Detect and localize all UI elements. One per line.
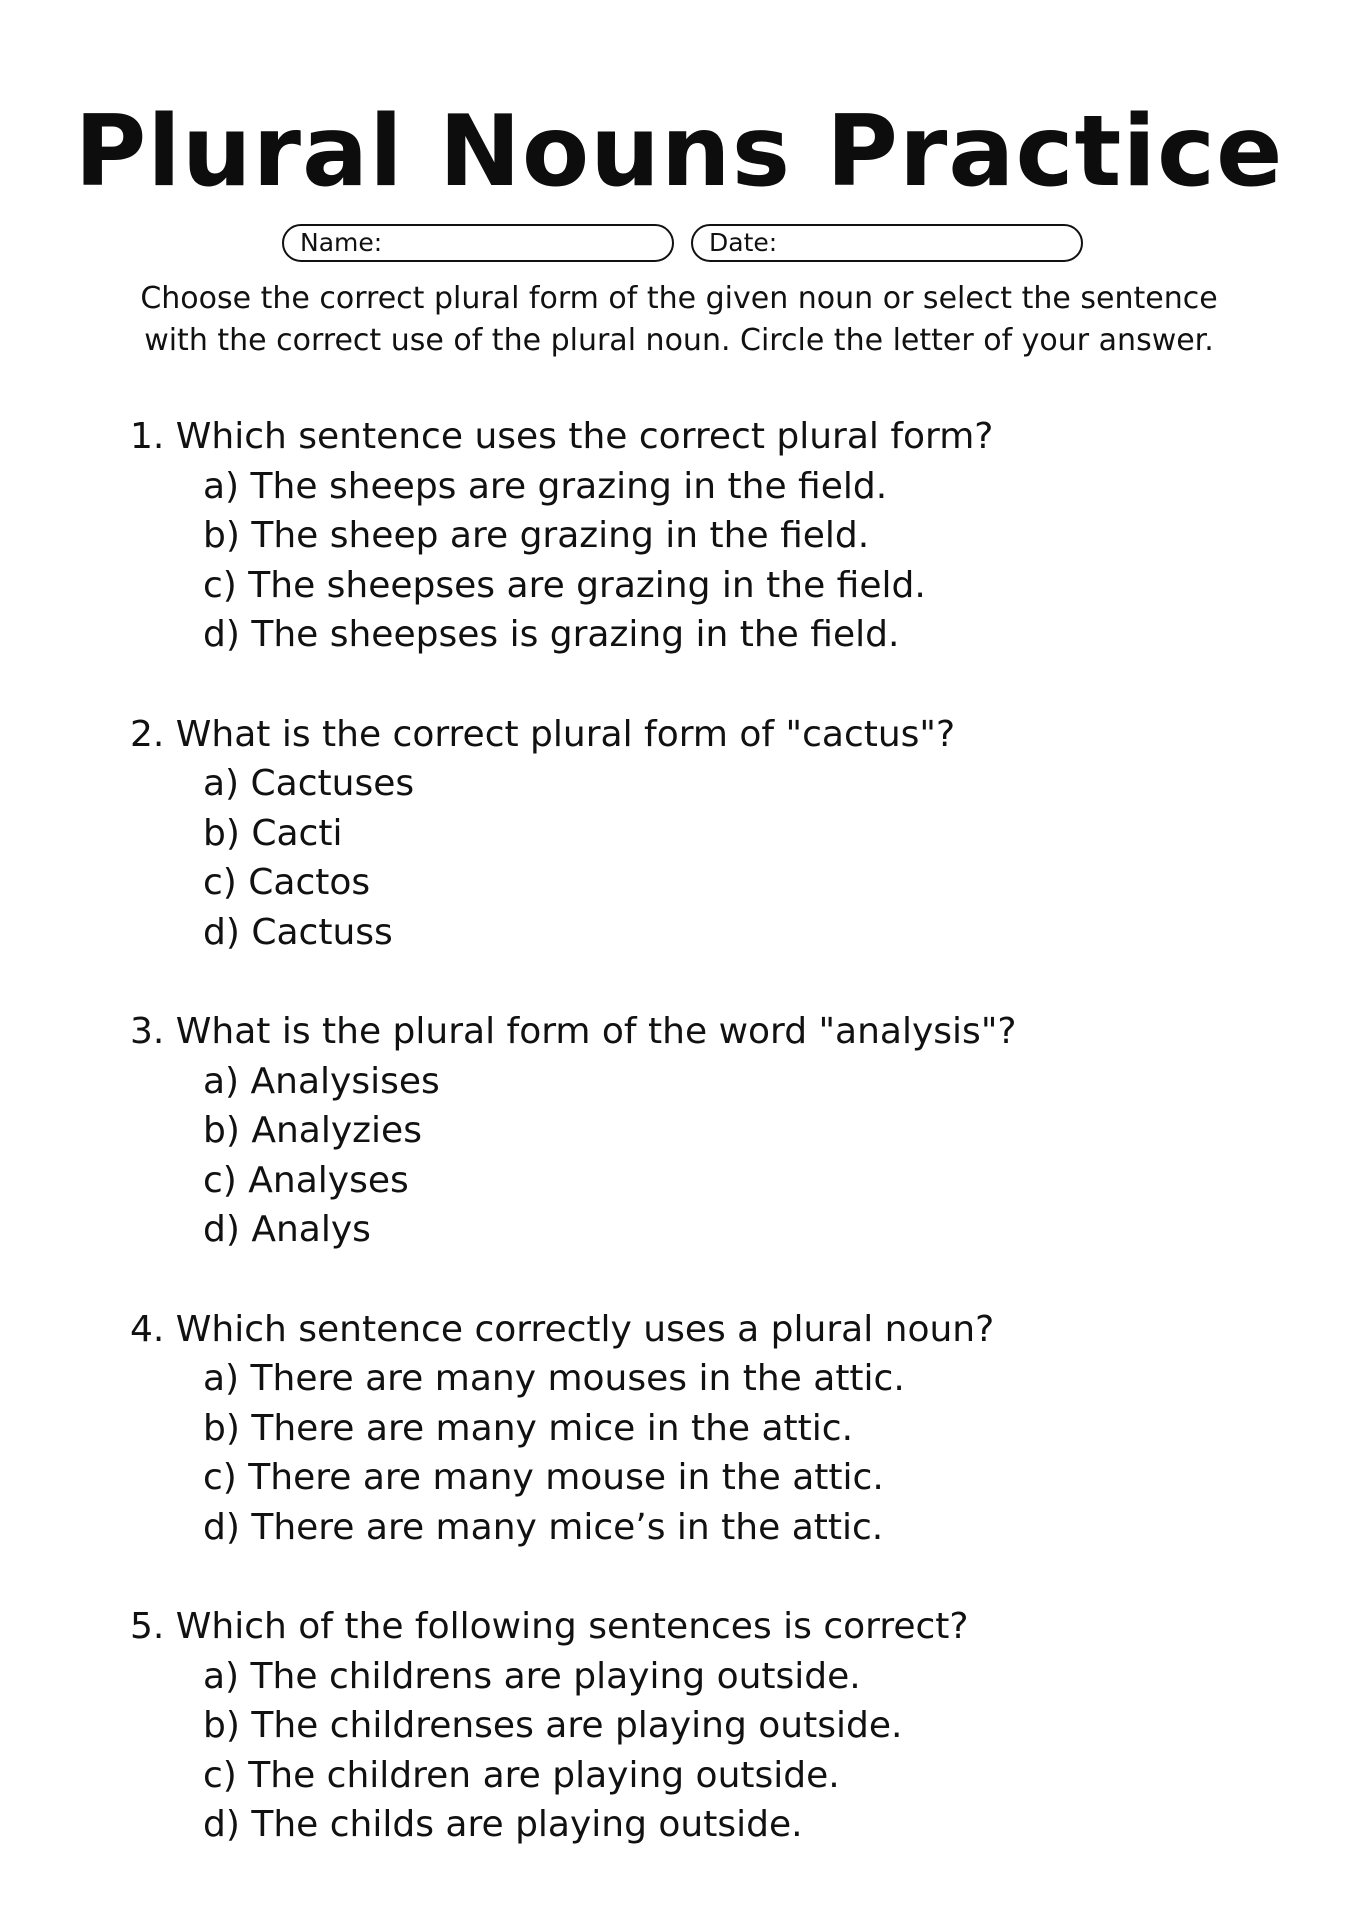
- answer-option[interactable]: d) Analys: [203, 1209, 371, 1250]
- date-field[interactable]: [691, 224, 1083, 262]
- instructions-line: Choose the correct plural form of the given noun or select the sentence: [140, 281, 1218, 316]
- answer-option[interactable]: a) Analysises: [203, 1060, 440, 1102]
- answer-option[interactable]: b) The childrenses are playing outside.: [203, 1705, 903, 1746]
- answer-option[interactable]: d) Cactuss: [203, 911, 393, 953]
- answer-option[interactable]: c) The sheepses are grazing in the field.: [203, 564, 926, 606]
- name-field[interactable]: [282, 224, 674, 262]
- answer-option[interactable]: c) There are many mouse in the attic.: [203, 1457, 884, 1498]
- answer-option[interactable]: a) There are many mouses in the attic.: [203, 1358, 905, 1399]
- name-label: Name:: [300, 228, 383, 257]
- question-5: [130, 1602, 1280, 1850]
- answer-option[interactable]: b) There are many mice in the attic.: [203, 1407, 854, 1449]
- page-title: Plural Nouns Practice: [74, 95, 1284, 209]
- date-label: Date:: [709, 228, 778, 257]
- answer-option[interactable]: b) Analyzies: [203, 1110, 422, 1151]
- question-2: [130, 710, 1280, 958]
- answer-option[interactable]: a) The childrens are playing outside.: [203, 1655, 861, 1697]
- instructions: [60, 278, 1298, 362]
- answer-option[interactable]: b) Cacti: [203, 812, 343, 854]
- question-text: 4. Which sentence correctly uses a plural noun?: [130, 1308, 995, 1350]
- question-1: [130, 412, 1280, 660]
- answer-option[interactable]: b) The sheep are grazing in the field.: [203, 515, 870, 556]
- answer-option[interactable]: c) Analyses: [203, 1159, 409, 1201]
- answer-option[interactable]: d) The sheepses is grazing in the field.: [203, 614, 900, 655]
- answer-option[interactable]: c) Cactos: [203, 862, 371, 903]
- answer-option[interactable]: a) Cactuses: [203, 763, 415, 804]
- instructions-line: with the correct use of the plural noun. Circle the letter of your answer.: [144, 323, 1214, 358]
- question-list: [130, 412, 1280, 1900]
- question-text: 3. What is the plural form of the word "analysis"?: [130, 1011, 1017, 1052]
- question-4: [130, 1305, 1280, 1553]
- answer-option[interactable]: a) The sheeps are grazing in the field.: [203, 465, 888, 507]
- answer-option[interactable]: d) The childs are playing outside.: [203, 1804, 803, 1845]
- question-text: 2. What is the correct plural form of "cactus"?: [130, 713, 956, 755]
- answer-option[interactable]: c) The children are playing outside.: [203, 1754, 840, 1796]
- answer-option[interactable]: d) There are many mice’s in the attic.: [203, 1506, 884, 1548]
- question-3: [130, 1007, 1280, 1255]
- question-text: 1. Which sentence uses the correct plural form?: [130, 416, 994, 457]
- question-text: 5. Which of the following sentences is correct?: [130, 1606, 969, 1647]
